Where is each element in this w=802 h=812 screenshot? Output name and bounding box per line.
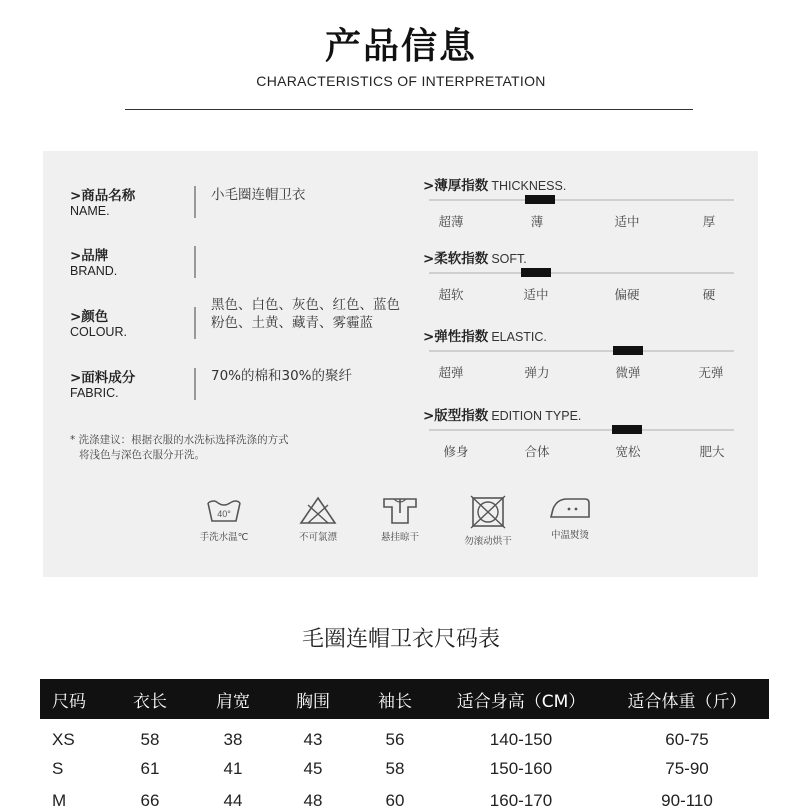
metric-level: 超弹	[438, 365, 464, 380]
care-icon-label: 勿滚动烘干	[464, 536, 512, 547]
metric-elastic	[423, 325, 738, 395]
metric-track	[429, 199, 734, 201]
table-cell: 75-90	[665, 759, 709, 778]
metric-levels	[423, 363, 738, 381]
table-cell: 58	[385, 759, 405, 778]
table-cell: 61	[140, 759, 160, 778]
metric-levels	[423, 212, 738, 230]
column-header: 衣长	[107, 679, 193, 719]
care-icon-label: 不可氯漂	[298, 532, 337, 543]
table-cell: 60	[385, 791, 405, 810]
no-bleach-icon	[298, 495, 338, 525]
page-title: 产品信息	[324, 26, 477, 67]
table-cell: 160-170	[489, 791, 553, 810]
metric-level: 硬	[702, 287, 716, 302]
metric-level: 适中	[614, 214, 640, 229]
metric-title: >版型指数 EDITION TYPE.	[423, 408, 582, 424]
page-subtitle: CHARACTERISTICS OF INTERPRETATION	[256, 73, 546, 89]
table-cell: 140-150	[489, 730, 553, 749]
metric-level: 超软	[438, 287, 464, 302]
table-cell: 150-160	[489, 759, 553, 778]
info-value: 小毛圈连帽卫衣	[211, 187, 306, 203]
metric-levels	[423, 285, 738, 303]
metric-level: 厚	[702, 214, 716, 229]
care-item	[443, 495, 533, 547]
info-value: 70%的棉和30%的聚纤	[211, 368, 353, 384]
metric-marker	[613, 346, 643, 355]
info-label-en: FABRIC.	[70, 386, 119, 400]
table-cell: 66	[140, 791, 160, 810]
product-info-panel	[43, 151, 758, 577]
table-cell: M	[52, 791, 67, 810]
metric-thickness	[423, 174, 738, 244]
table-cell: XS	[52, 730, 75, 749]
metric-track	[429, 429, 734, 431]
iron-medium-icon	[547, 495, 593, 523]
metric-marker	[521, 268, 551, 277]
care-item	[273, 495, 363, 543]
metric-title: >薄厚指数 THICKNESS.	[423, 178, 567, 194]
metric-soft	[423, 247, 738, 317]
table-cell: 41	[223, 759, 243, 778]
info-label-en: COLOUR.	[70, 325, 127, 339]
header-divider	[125, 109, 693, 110]
hang-dry-icon	[380, 495, 420, 525]
table-header-row	[40, 679, 769, 719]
column-header: 适合身高（CM）	[437, 679, 605, 719]
care-icon-label: 悬挂晾干	[380, 532, 419, 543]
column-header: 尺码	[40, 679, 107, 719]
table-row	[40, 785, 769, 812]
column-header: 胸围	[273, 679, 353, 719]
size-chart-title: 毛圈连帽卫衣尺码表	[301, 627, 500, 652]
care-item	[179, 495, 269, 543]
table-cell: 60-75	[665, 730, 709, 749]
metric-level: 薄	[530, 214, 544, 229]
care-icon-label: 中温熨烫	[550, 530, 589, 541]
wash-advice: * 洗涤建议：根据衣服的水洗标选择洗涤的方式 将浅色与深色衣服分开洗。	[70, 434, 289, 461]
svg-text:40°: 40°	[217, 509, 231, 519]
metric-marker	[525, 195, 555, 204]
metric-title: >弹性指数 ELASTIC.	[423, 329, 547, 345]
metric-level: 弹力	[524, 365, 550, 380]
info-divider	[194, 246, 196, 278]
info-label-cn: >商品名称	[70, 188, 136, 204]
care-icons	[199, 495, 623, 555]
info-label-cn: >面料成分	[70, 370, 136, 386]
hand-wash-icon	[204, 495, 244, 525]
column-header: 适合体重（斤）	[605, 679, 769, 719]
table-cell: 58	[140, 730, 160, 749]
info-label-cn: >品牌	[70, 248, 109, 264]
metric-level: 适中	[523, 287, 549, 302]
table-cell: 48	[303, 791, 323, 810]
metric-level: 超薄	[438, 214, 464, 229]
metric-level: 偏硬	[614, 287, 640, 302]
info-label-en: BRAND.	[70, 264, 118, 278]
table-cell: 44	[223, 791, 243, 810]
metric-title: >柔软指数 SOFT.	[423, 251, 527, 267]
table-cell: 43	[303, 730, 323, 749]
care-item	[355, 495, 445, 543]
metric-track	[429, 272, 734, 274]
table-cell: S	[52, 759, 64, 778]
metric-level: 无弹	[698, 365, 724, 380]
metric-level: 修身	[443, 444, 469, 459]
column-header: 肩宽	[193, 679, 273, 719]
table-cell: 90-110	[661, 791, 713, 810]
metric-marker	[612, 425, 642, 434]
info-divider	[194, 307, 196, 339]
metric-levels	[423, 442, 738, 460]
table-cell: 38	[223, 730, 243, 749]
metric-edition-type	[423, 404, 738, 474]
table-row	[40, 753, 769, 785]
metric-level: 合体	[524, 444, 550, 459]
info-divider	[194, 186, 196, 218]
table-cell: 56	[385, 730, 405, 749]
table-cell: 45	[303, 759, 323, 778]
info-label-cn: >颜色	[70, 309, 109, 325]
column-header: 袖长	[353, 679, 437, 719]
metric-level: 肥大	[699, 444, 725, 459]
metric-level: 微弹	[615, 365, 641, 380]
metric-track	[429, 350, 734, 352]
metric-level: 宽松	[615, 444, 641, 459]
no-tumble-dry-icon	[468, 495, 508, 529]
table-row	[40, 719, 769, 753]
info-divider	[194, 368, 196, 400]
info-label-en: NAME.	[70, 204, 110, 218]
size-chart-table	[40, 679, 769, 812]
info-value: 黑色、白色、灰色、红色、蓝色 粉色、土黄、藏青、雾霾蓝	[211, 297, 400, 331]
care-item	[525, 495, 615, 541]
care-icon-label: 手洗水温℃	[199, 532, 249, 543]
